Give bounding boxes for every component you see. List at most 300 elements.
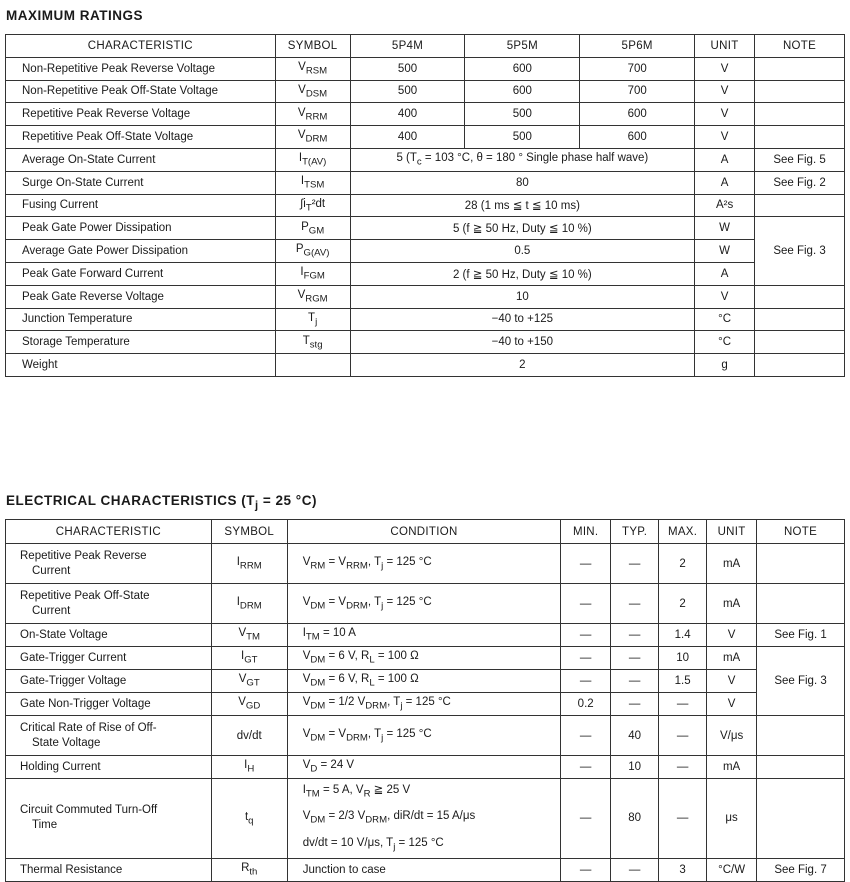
ec-title-text: ELECTRICAL CHARACTERISTICS (T (6, 493, 255, 508)
mr-value-5p6m: 700 (580, 57, 695, 80)
ec-unit: V (707, 624, 757, 647)
ec-max: 10 (659, 647, 707, 670)
ec-condition-text: = 2/3 V (325, 810, 366, 823)
mr-value-text: 2 (f ≧ 50 Hz, Duty ≦ 10 %) (452, 268, 592, 281)
ec-characteristic (6, 779, 212, 859)
ec-typ: — (611, 858, 659, 881)
mr-symbol (275, 126, 350, 149)
mr-unit: W (695, 217, 755, 240)
ec-condition (287, 584, 560, 624)
mr-symbol-rest: ²dt (311, 197, 326, 210)
ec-condition-text: = V (325, 727, 347, 740)
mr-characteristic: Non-Repetitive Peak Off-State Voltage (6, 80, 276, 103)
ec-symbol (211, 544, 287, 584)
ec-condition-line (303, 832, 555, 858)
ec-condition-text: = V (325, 595, 347, 608)
mr-symbol-sub: T (305, 202, 312, 214)
ec-characteristic-line1: Critical Rate of Rise of Off- (20, 721, 157, 734)
ec-symbol (211, 584, 287, 624)
ec-condition-text: = 100 Ω (374, 673, 419, 686)
ec-condition (287, 670, 560, 693)
ec-symbol-main: I (240, 650, 245, 663)
ec-condition-sub: R (363, 788, 371, 800)
ec-condition-text: V (302, 673, 311, 686)
ec-header-note: NOTE (757, 520, 845, 544)
ec-symbol-main: V (238, 696, 246, 709)
ec-condition-text: V (302, 759, 311, 772)
mr-unit: W (695, 240, 755, 263)
ec-characteristic-line1: Gate-Trigger Voltage (20, 675, 127, 687)
ec-characteristic (6, 624, 212, 647)
ec-symbol-main: I (244, 759, 248, 772)
mr-value-5p4m: 400 (350, 126, 465, 149)
ec-characteristic (6, 756, 212, 779)
ec-condition-text: V (302, 595, 311, 608)
ec-min: — (561, 756, 611, 779)
mr-value-all (350, 194, 694, 217)
mr-symbol-sub: FGM (303, 270, 325, 282)
mr-note: See Fig. 2 (755, 171, 845, 194)
ec-condition-sub: DRM (365, 700, 388, 712)
mr-symbol (275, 354, 350, 377)
mr-value-all (350, 240, 694, 263)
ec-condition-sub: j (381, 560, 384, 572)
ec-condition-text: , T (367, 595, 382, 608)
mr-value-all (350, 217, 694, 240)
mr-note (755, 285, 845, 308)
ec-symbol-main: dv/dt (236, 729, 262, 742)
ec-max: 1.4 (659, 624, 707, 647)
ec-condition-sub: DRM (346, 732, 368, 744)
ec-symbol-main: R (241, 862, 250, 875)
mr-unit: A²s (695, 194, 755, 217)
mr-symbol-main: P (301, 220, 309, 233)
mr-row (6, 240, 845, 263)
ec-condition-text: = 100 Ω (374, 650, 419, 663)
mr-header-symbol: SYMBOL (275, 35, 350, 58)
mr-symbol (275, 80, 350, 103)
ec-characteristic-line1: Gate-Trigger Current (20, 652, 127, 664)
ec-symbol (211, 647, 287, 670)
ec-condition (287, 716, 560, 756)
ec-characteristic-line1: Thermal Resistance (20, 863, 123, 876)
mr-characteristic: Storage Temperature (6, 331, 276, 354)
ec-header-symbol: SYMBOL (211, 520, 287, 544)
mr-header-characteristic: CHARACTERISTIC (6, 35, 276, 58)
ec-unit: mA (707, 647, 757, 670)
mr-symbol-main: V (298, 83, 306, 96)
mr-value-text: 0.5 (514, 245, 531, 258)
ec-max: — (659, 716, 707, 756)
mr-note (755, 57, 845, 80)
electrical-characteristics-title (6, 493, 317, 512)
ec-header-characteristic: CHARACTERISTIC (6, 520, 212, 544)
ec-row (6, 584, 845, 624)
mr-characteristic: Peak Gate Forward Current (6, 262, 276, 285)
ec-characteristic (6, 584, 212, 624)
ec-condition (287, 544, 560, 584)
mr-value-text: 5 (T (396, 152, 417, 165)
ec-characteristic-line1: Circuit Commuted Turn-Off (20, 804, 158, 817)
mr-unit: V (695, 80, 755, 103)
ec-typ: 10 (611, 756, 659, 779)
ec-condition-sub: DRM (346, 600, 368, 612)
ec-header-unit: UNIT (707, 520, 757, 544)
ec-note (757, 779, 845, 859)
ec-row (6, 670, 845, 693)
mr-symbol (275, 57, 350, 80)
mr-row (6, 308, 845, 331)
mr-value-all (350, 354, 694, 377)
mr-row (6, 171, 845, 194)
ec-row (6, 858, 845, 881)
mr-row (6, 57, 845, 80)
ec-condition-sub: TM (305, 788, 320, 800)
ec-row (6, 693, 845, 716)
ec-symbol-sub: H (247, 763, 255, 775)
ec-header-row (6, 520, 845, 544)
mr-characteristic: Average On-State Current (6, 148, 276, 171)
mr-characteristic: Weight (6, 354, 276, 377)
maximum-ratings-table (5, 34, 845, 377)
mr-value-text: 10 (515, 290, 529, 303)
mr-unit: V (695, 57, 755, 80)
mr-value-sub: c (416, 156, 422, 168)
mr-symbol (275, 148, 350, 171)
ec-condition-text: = 125 °C (402, 696, 451, 709)
ec-condition-text: dv/dt = 10 V/μs, T (302, 836, 394, 849)
ec-symbol-sub: GD (245, 700, 261, 712)
mr-note (755, 354, 845, 377)
mr-row (6, 285, 845, 308)
mr-symbol-main: I (300, 175, 305, 188)
mr-note (755, 103, 845, 126)
ec-symbol-sub: GT (246, 677, 260, 689)
ec-condition-line (303, 779, 555, 805)
ec-max: 1.5 (659, 670, 707, 693)
mr-symbol (275, 171, 350, 194)
mr-symbol-main: T (308, 311, 316, 324)
mr-note (755, 331, 845, 354)
ec-row (6, 779, 845, 859)
mr-note: See Fig. 3 (755, 217, 845, 285)
ec-note: See Fig. 7 (757, 858, 845, 881)
mr-characteristic: Repetitive Peak Reverse Voltage (6, 103, 276, 126)
mr-header-row (6, 35, 845, 58)
ec-condition (287, 756, 560, 779)
ec-unit: mA (707, 756, 757, 779)
ec-condition-sub: DM (310, 600, 326, 612)
mr-header-5p5m: 5P5M (465, 35, 580, 58)
ec-unit: °C/W (707, 858, 757, 881)
mr-symbol (275, 217, 350, 240)
ec-unit: mA (707, 584, 757, 624)
mr-unit: V (695, 285, 755, 308)
ec-condition-text: V (302, 555, 311, 568)
mr-symbol (275, 331, 350, 354)
ec-min: — (561, 716, 611, 756)
mr-note (755, 308, 845, 331)
ec-typ: — (611, 544, 659, 584)
ec-condition-sub: j (381, 732, 384, 744)
ec-min: — (561, 670, 611, 693)
ec-condition-sub: DM (310, 677, 326, 689)
ec-note: See Fig. 3 (757, 647, 845, 716)
ec-unit: μs (707, 779, 757, 859)
mr-unit: A (695, 171, 755, 194)
ec-condition-text: V (302, 810, 311, 823)
ec-note (757, 756, 845, 779)
ec-title-sub: j (255, 499, 259, 512)
ec-condition (287, 693, 560, 716)
mr-characteristic: Peak Gate Reverse Voltage (6, 285, 276, 308)
mr-row (6, 148, 845, 171)
ec-symbol (211, 693, 287, 716)
mr-value-5p4m: 500 (350, 80, 465, 103)
ec-condition-text: = V (325, 555, 347, 568)
mr-value-all (350, 285, 694, 308)
ec-condition-text: , T (367, 727, 382, 740)
mr-row (6, 262, 845, 285)
ec-condition-text: = 24 V (317, 759, 355, 772)
ec-symbol (211, 756, 287, 779)
mr-symbol-main: P (295, 243, 304, 256)
ec-symbol-main: t (244, 810, 249, 823)
ec-max: — (659, 779, 707, 859)
ec-condition-sub: RRM (346, 560, 368, 572)
ec-typ: — (611, 584, 659, 624)
electrical-characteristics-table (5, 519, 845, 882)
ec-symbol-main: V (238, 673, 247, 686)
ec-note (757, 584, 845, 624)
mr-symbol-sub: TSM (304, 179, 325, 191)
mr-row (6, 126, 845, 149)
mr-value-text: 28 (1 ms ≦ t ≦ 10 ms) (464, 200, 580, 213)
ec-symbol-sub: GT (244, 654, 258, 666)
ec-row (6, 544, 845, 584)
ec-title-rest: = 25 °C) (258, 493, 317, 508)
ec-symbol-sub: q (248, 815, 254, 827)
mr-value-5p5m: 600 (465, 80, 580, 103)
ec-header-max: MAX. (659, 520, 707, 544)
ec-typ: — (611, 647, 659, 670)
ec-min: — (561, 624, 611, 647)
ec-condition-text: = 125 °C (383, 555, 432, 568)
mr-value-5p5m: 600 (465, 57, 580, 80)
mr-value-5p6m: 600 (580, 126, 695, 149)
ec-note (757, 544, 845, 584)
mr-characteristic: Non-Repetitive Peak Reverse Voltage (6, 57, 276, 80)
ec-condition-text: Junction to case (302, 863, 386, 876)
mr-value-text: 2 (519, 359, 526, 372)
ec-symbol (211, 624, 287, 647)
mr-unit: V (695, 103, 755, 126)
mr-symbol (275, 308, 350, 331)
mr-unit: °C (695, 331, 755, 354)
ec-unit: V (707, 670, 757, 693)
mr-symbol-sub: RGM (305, 293, 328, 305)
ec-condition (287, 624, 560, 647)
mr-characteristic: Surge On-State Current (6, 171, 276, 194)
ec-condition-sub: TM (305, 631, 320, 643)
mr-symbol-main: ∫i (300, 197, 306, 210)
ec-typ: 40 (611, 716, 659, 756)
ec-condition-sub: L (369, 677, 375, 689)
ec-symbol (211, 858, 287, 881)
mr-symbol-sub: stg (309, 338, 323, 350)
ec-condition-sub: DM (310, 732, 326, 744)
ec-symbol (211, 779, 287, 859)
mr-symbol-sub: DSM (305, 88, 328, 100)
ec-condition-sub: RM (310, 560, 326, 572)
ec-symbol-sub: RRM (239, 560, 262, 572)
mr-value-5p5m: 500 (465, 103, 580, 126)
mr-symbol-sub: j (315, 316, 318, 328)
mr-symbol-sub: GM (308, 224, 325, 236)
ec-condition-sub: DM (310, 700, 326, 712)
mr-symbol-sub: RRM (305, 110, 328, 122)
ec-characteristic-line2: State Voltage (32, 736, 101, 749)
ec-min: 0.2 (561, 693, 611, 716)
ec-row (6, 756, 845, 779)
mr-value-text: −40 to +150 (491, 336, 554, 349)
ec-condition (287, 647, 560, 670)
ec-min: — (561, 584, 611, 624)
ec-condition-text: = 125 °C (395, 836, 444, 849)
ec-header-min: MIN. (561, 520, 611, 544)
mr-value-text: 5 (f ≧ 50 Hz, Duty ≦ 10 %) (452, 223, 592, 236)
mr-value-all (350, 262, 694, 285)
ec-characteristic-line2: Time (32, 819, 58, 832)
mr-value-text: −40 to +125 (491, 313, 554, 326)
mr-row (6, 217, 845, 240)
mr-row (6, 354, 845, 377)
ec-condition-text: V (302, 727, 311, 740)
mr-symbol-sub: RSM (305, 65, 328, 77)
mr-value-rest: = 103 °C, θ = 180 ° Single phase half wave) (421, 152, 649, 165)
mr-symbol-main: T (302, 334, 310, 347)
ec-symbol-sub: th (249, 866, 258, 878)
ec-condition-text: I (302, 784, 306, 796)
ec-condition-text: = 1/2 V (325, 696, 366, 709)
ec-min: — (561, 779, 611, 859)
mr-symbol (275, 285, 350, 308)
ec-characteristic-line1: Repetitive Peak Reverse (20, 549, 147, 562)
mr-value-all (350, 148, 694, 171)
mr-characteristic: Repetitive Peak Off-State Voltage (6, 126, 276, 149)
ec-symbol-main: I (236, 595, 240, 608)
mr-characteristic: Average Gate Power Dissipation (6, 240, 276, 263)
ec-condition-sub: D (310, 763, 318, 775)
mr-row (6, 80, 845, 103)
ec-condition-sub: j (400, 700, 403, 712)
ec-symbol-main: V (238, 627, 247, 640)
ec-symbol-sub: TM (246, 631, 260, 643)
ec-condition-text: = 5 A, V (319, 784, 364, 796)
ec-condition (287, 858, 560, 881)
ec-characteristic (6, 670, 212, 693)
ec-max: 3 (659, 858, 707, 881)
mr-value-5p6m: 700 (580, 80, 695, 103)
mr-header-note: NOTE (755, 35, 845, 58)
mr-symbol-main: I (300, 266, 304, 279)
ec-condition-sub: j (381, 600, 384, 612)
mr-value-5p6m: 600 (580, 103, 695, 126)
mr-value-all (350, 171, 694, 194)
mr-symbol-sub: T(AV) (302, 156, 327, 168)
mr-symbol-main: I (298, 152, 303, 165)
ec-condition-sub: j (393, 840, 396, 852)
ec-condition-sub: DM (310, 654, 326, 666)
ec-condition-text: V (302, 696, 311, 709)
ec-unit: V (707, 693, 757, 716)
ec-condition-text: , T (387, 696, 401, 709)
mr-symbol (275, 103, 350, 126)
mr-symbol-main: V (297, 106, 306, 119)
mr-header-unit: UNIT (695, 35, 755, 58)
mr-value-5p4m: 500 (350, 57, 465, 80)
ec-unit: V/μs (707, 716, 757, 756)
ec-characteristic-line1: Gate Non-Trigger Voltage (20, 698, 151, 710)
ec-condition-sub: L (369, 654, 375, 666)
ec-condition-text: = 125 °C (383, 727, 432, 740)
ec-condition-text: I (302, 627, 306, 640)
mr-row (6, 331, 845, 354)
mr-symbol-sub: G(AV) (303, 247, 330, 259)
mr-symbol (275, 240, 350, 263)
mr-note (755, 126, 845, 149)
mr-unit: V (695, 126, 755, 149)
ec-symbol (211, 716, 287, 756)
mr-unit: g (695, 354, 755, 377)
ec-condition-text: V (302, 650, 311, 663)
mr-value-5p4m: 400 (350, 103, 465, 126)
ec-characteristic-line2: Current (32, 564, 71, 577)
mr-note (755, 194, 845, 217)
ec-min: — (561, 858, 611, 881)
ec-note (757, 716, 845, 756)
mr-characteristic: Junction Temperature (6, 308, 276, 331)
mr-value-5p5m: 500 (465, 126, 580, 149)
ec-characteristic-line1: Holding Current (20, 761, 101, 773)
mr-symbol-main: V (298, 61, 306, 74)
mr-unit: °C (695, 308, 755, 331)
mr-row (6, 194, 845, 217)
ec-header-typ: TYP. (611, 520, 659, 544)
ec-note: See Fig. 1 (757, 624, 845, 647)
ec-min: — (561, 647, 611, 670)
ec-symbol-main: I (236, 555, 240, 568)
ec-condition-sub: DRM (365, 814, 388, 826)
mr-symbol-sub: DRM (305, 133, 328, 145)
ec-condition-text: = 125 °C (383, 595, 432, 608)
ec-condition-line (303, 805, 555, 831)
maximum-ratings-title: MAXIMUM RATINGS (6, 8, 143, 23)
ec-characteristic (6, 544, 212, 584)
mr-note: See Fig. 5 (755, 148, 845, 171)
mr-unit: A (695, 262, 755, 285)
ec-max: 2 (659, 544, 707, 584)
ec-row (6, 647, 845, 670)
ec-characteristic (6, 693, 212, 716)
mr-header-5p6m: 5P6M (580, 35, 695, 58)
ec-characteristic-line1: On-State Voltage (20, 629, 108, 641)
ec-row (6, 716, 845, 756)
ec-row (6, 624, 845, 647)
ec-characteristic (6, 716, 212, 756)
mr-value-all (350, 331, 694, 354)
ec-condition-text: = 10 A (319, 627, 356, 640)
